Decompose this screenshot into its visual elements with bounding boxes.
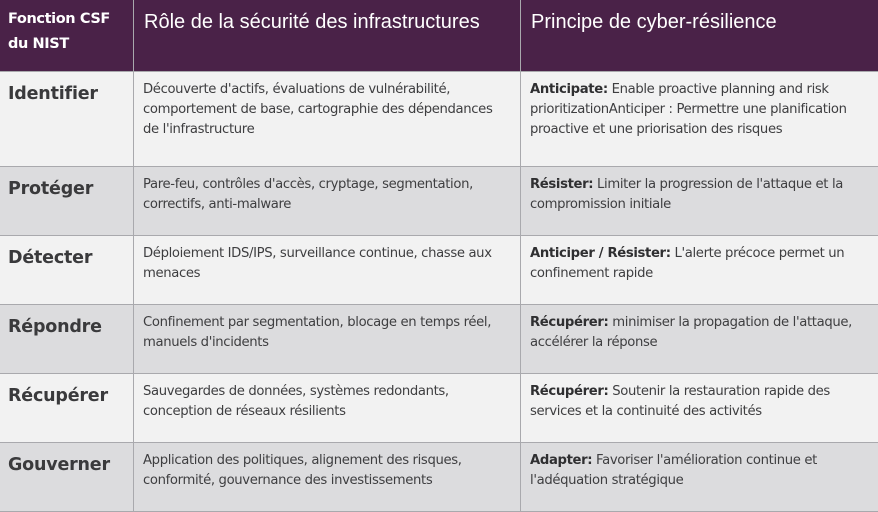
function-cell: Protéger (0, 167, 134, 236)
principle-cell (521, 443, 878, 512)
principle-cell (521, 236, 878, 305)
table-row (0, 72, 878, 167)
principle-cell (521, 72, 878, 167)
principle-text: Enable proactive planning and risk prioritizationAnticiper : Permettre une planification proactive et une priorisation des risques (530, 82, 847, 137)
principle-cell (521, 305, 878, 374)
table-row (0, 374, 878, 443)
function-cell: Répondre (0, 305, 134, 374)
principle-keyword: Anticiper / Résister: (530, 246, 671, 261)
principle-keyword: Résister: (530, 177, 593, 192)
function-cell: Récupérer (0, 374, 134, 443)
table-body (0, 72, 878, 512)
principle-text: L'alerte précoce permet un confinement rapide (530, 246, 844, 281)
header-function: Fonction CSF du NIST (0, 0, 134, 72)
principle-cell (521, 167, 878, 236)
role-cell: Sauvegardes de données, systèmes redondants, conception de réseaux résilients (134, 374, 521, 443)
table-row (0, 167, 878, 236)
function-cell: Gouverner (0, 443, 134, 512)
function-cell: Détecter (0, 236, 134, 305)
table-row (0, 236, 878, 305)
role-cell: Pare-feu, contrôles d'accès, cryptage, segmentation, correctifs, anti-malware (134, 167, 521, 236)
principle-cell (521, 374, 878, 443)
role-cell: Application des politiques, alignement des risques, conformité, gouvernance des investissements (134, 443, 521, 512)
role-cell: Confinement par segmentation, blocage en temps réel, manuels d'incidents (134, 305, 521, 374)
role-cell: Déploiement IDS/IPS, surveillance continue, chasse aux menaces (134, 236, 521, 305)
principle-text: Soutenir la restauration rapide des services et la continuité des activités (530, 384, 830, 419)
role-cell: Découverte d'actifs, évaluations de vulnérabilité, comportement de base, cartographie des dépendances de l'infrastructure (134, 72, 521, 167)
principle-keyword: Récupérer: (530, 384, 608, 399)
header-principle: Principe de cyber-résilience (521, 0, 878, 72)
principle-text: Favoriser l'amélioration continue et l'adéquation stratégique (530, 453, 817, 488)
principle-keyword: Récupérer: (530, 315, 608, 330)
table-header (0, 0, 878, 72)
principle-keyword: Anticipate: (530, 82, 608, 97)
principle-text: Limiter la progression de l'attaque et la compromission initiale (530, 177, 843, 212)
header-role: Rôle de la sécurité des infrastructures (134, 0, 521, 72)
function-cell: Identifier (0, 72, 134, 167)
table-row (0, 443, 878, 512)
header-row (0, 0, 878, 72)
principle-text: minimiser la propagation de l'attaque, accélérer la réponse (530, 315, 852, 350)
table-row (0, 305, 878, 374)
principle-keyword: Adapter: (530, 453, 592, 468)
